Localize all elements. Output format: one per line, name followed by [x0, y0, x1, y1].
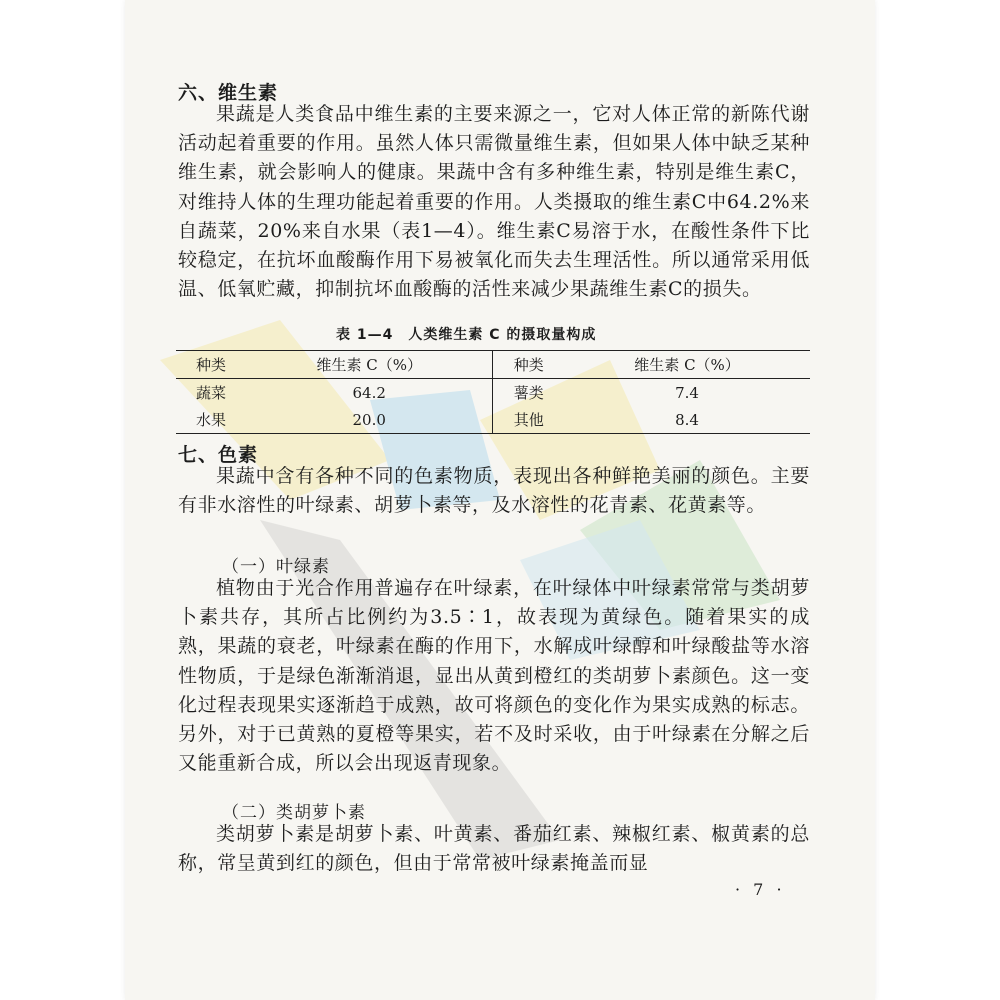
paragraph-carotenoids: 类胡萝卜素是胡萝卜素、叶黄素、番茄红素、辣椒红素、椒黄素的总称，常呈黄到红的颜色，但由于常常被叶绿素掩盖而显 [178, 823, 810, 875]
table-cell: 7.4 [675, 383, 699, 402]
section-heading-pigments: 七、色素 [178, 444, 259, 466]
table-header-cell: 种类 [195, 356, 226, 374]
table-header-cell: 维生素 C（%） [246, 351, 493, 379]
table-header-row [176, 351, 810, 379]
page-number: · 7 · [735, 880, 786, 899]
table-row [176, 406, 810, 434]
table-cell: 水果 [195, 411, 226, 429]
subheading-chlorophyll: （一）叶绿素 [222, 557, 330, 577]
table-row [176, 379, 810, 407]
table-cell: 20.0 [246, 406, 493, 434]
table-header-cell: 维生素 C（%） [634, 356, 740, 374]
section-heading-vitamins: 六、维生素 [178, 82, 279, 104]
table-cell: 8.4 [675, 410, 699, 429]
paragraph-pigments: 果蔬中含有各种不同的色素物质，表现出各种鲜艳美丽的颜色。主要有非水溶性的叶绿素、胡萝卜素等，及水溶性的花青素、花黄素等。 [178, 465, 810, 517]
table-cell: 薯类 [513, 384, 544, 402]
subheading-carotenoids: （二）类胡萝卜素 [222, 803, 366, 823]
vitamin-c-table [176, 350, 810, 434]
table-cell: 其他 [513, 411, 544, 429]
paragraph-vitamins: 果蔬是人类食品中维生素的主要来源之一，它对人体正常的新陈代谢活动起着重要的作用。虽然人体只需微量维生素，但如果人体中缺乏某种维生素，就会影响人的健康。果蔬中含有多种维生素，特别是维生素C，对维持人体的生理功能起着重要的作用。人类摄取的维生素C中64.2%来自蔬菜，20%来自水果（表1—4）。维生素C易溶于水，在酸性条件下比较稳定，在抗坏血酸酶作用下易被氧化而失去生理活性。所以通常采用低温、低氧贮藏，抑制抗坏血酸酶的活性来减少果蔬维生素C的损失。 [178, 103, 810, 301]
paragraph-chlorophyll: 植物由于光合作用普遍存在叶绿素，在叶绿体中叶绿素常常与类胡萝卜素共存，其所占比例约为3.5∶1，故表现为黄绿色。随着果实的成熟，果蔬的衰老，叶绿素在酶的作用下，水解成叶绿醇和叶绿酸盐等水溶性物质，于是绿色渐渐消退，显出从黄到橙红的类胡萝卜素颜色。这一变化过程表现果实逐渐趋于成熟，故可将颜色的变化作为果实成熟的标志。另外，对于已黄熟的夏橙等果实，若不及时采收，由于叶绿素在分解之后又能重新合成，所以会出现返青现象。 [178, 577, 810, 775]
table-header-cell: 种类 [513, 356, 544, 374]
table-cell: 64.2 [246, 379, 493, 407]
table-cell: 蔬菜 [195, 384, 226, 402]
table-caption: 表 1—4 人类维生素 C 的摄取量构成 [336, 327, 597, 343]
